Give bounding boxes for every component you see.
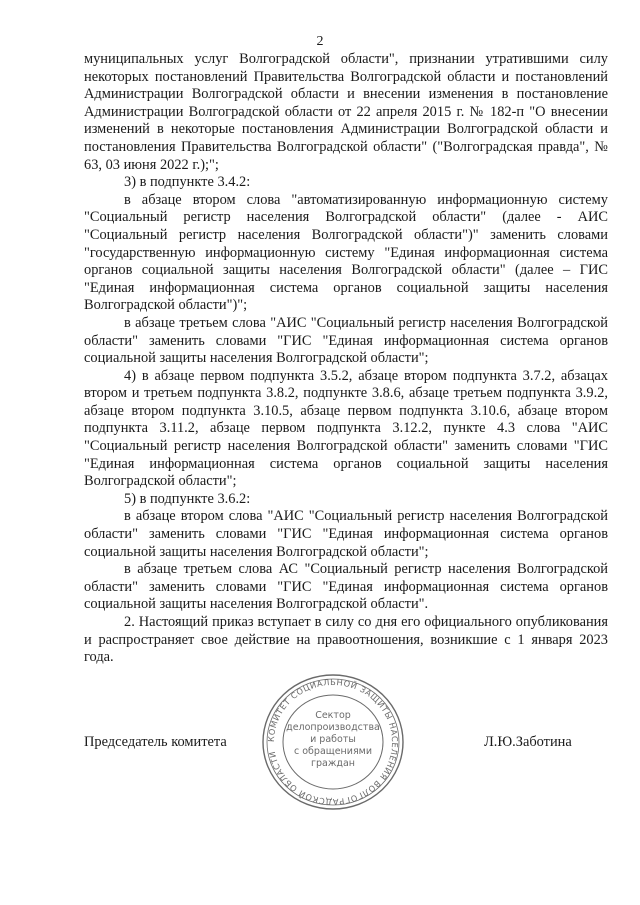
- page-number: 2: [316, 34, 324, 49]
- stamp-inner-line: делопроизводства: [286, 722, 380, 733]
- paragraph: 3) в подпункте 3.4.2:: [124, 174, 251, 191]
- stamp-inner-line: Сектор: [315, 710, 351, 721]
- paragraph: муниципальных услуг Волгоградской области", признании утратившими силу некоторых постановлений Правительства Волгоградской области и постановлений Администрации Волгоградской области и внесении изменения в постановление Администрации Волгоградской области от 22 апреля 2015 г. № 182-п "О внесении изменений в некоторые постановления Администрации Волгоградской области и постановления Правительства Волгоградской области" ("Волгоградская правда", № 63, 03 июня 2022 г.);";: [84, 51, 608, 173]
- paragraph: в абзаце третьем слова АС "Социальный регистр населения Волгоградской области" заменить словами "ГИС "Единая информационная система органов социальной защиты населения Волгоградской области".: [84, 561, 608, 613]
- signatory-position: Председатель комитета: [84, 734, 227, 750]
- paragraph: в абзаце втором слова "автоматизированную информационную систему "Социальный регистр населения Волгоградской области" (далее - АИС "Социальный регистр населения Волгоградской области")" заменить словами "государственную информационную систему "Единая информационная система органов социальной защиты населения Волгоградской области" (далее – ГИС "Единая информационная система органов социальной защиты населения Волгоградской области")";: [84, 191, 608, 314]
- paragraph: в абзаце втором слова "АИС "Социальный регистр населения Волгоградской области" заменить словами "ГИС "Единая информационная система органов социальной защиты населения Волгоградской области";: [84, 508, 608, 560]
- paragraph: в абзаце третьем слова "АИС "Социальный регистр населения Волгоградской области" заменить словами "ГИС "Единая информационная система органов социальной защиты населения Волгоградской области";: [84, 314, 608, 367]
- paragraph: 5) в подпункте 3.6.2:: [124, 490, 251, 507]
- paragraph: 4) в абзаце первом подпункта 3.5.2, абзаце втором подпункта 3.7.2, абзацах втором и третьем подпункта 3.8.2, подпункте 3.8.6, абзаце третьем подпункта 3.9.2, абзаце втором подпункта 3.10.5, абзаце первом подпункта 3.10.6, абзаце втором подпункта 3.11.2, абзаце первом подпункта 3.12.2, пункте 4.3 слова "АИС "Социальный регистр населения Волгоградской области" заменить словами "ГИС "Единая информационная система органов социальной защиты населения Волгоградской области";: [84, 367, 608, 490]
- stamp-inner-line: и работы: [310, 734, 356, 745]
- stamp-inner-line: граждан: [310, 758, 356, 769]
- stamp-outer-text: КОМИТЕТ СОЦИАЛЬНОЙ ЗАЩИТЫ НАСЕЛЕНИЯ ВОЛГОГРАДСКОЙ ОБЛАСТИ: [265, 676, 401, 808]
- document-body: [84, 51, 608, 667]
- official-stamp: [258, 672, 408, 812]
- stamp-inner-line: с обращениями: [294, 746, 372, 757]
- signatory-name: Л.Ю.Заботина: [484, 734, 572, 750]
- paragraph: 2. Настоящий приказ вступает в силу со дня его официального опубликования и распространяет свое действие на правоотношения, возникшие с 1 января 2023 года.: [84, 614, 608, 666]
